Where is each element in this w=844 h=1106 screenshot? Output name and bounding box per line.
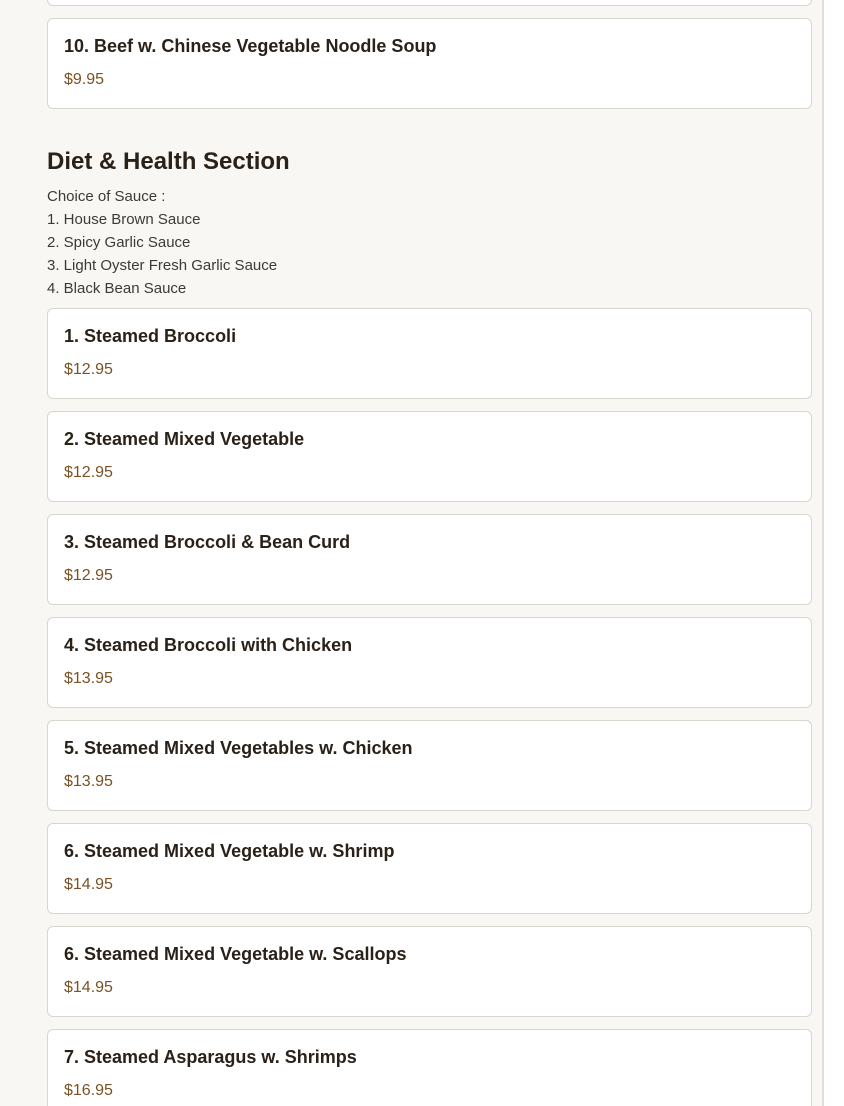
- right-gutter: [824, 0, 844, 1106]
- menu-item-name: 4. Steamed Broccoli with Chicken: [64, 635, 353, 655]
- menu-item-price: $12.95: [64, 567, 113, 584]
- section-description: [47, 185, 812, 300]
- menu-item-price: $13.95: [64, 670, 113, 687]
- section-description-line: 1. House Brown Sauce: [47, 211, 201, 228]
- menu-item-name: 5. Steamed Mixed Vegetables w. Chicken: [64, 738, 413, 758]
- menu-item-price: $12.95: [64, 361, 113, 378]
- menu-item-price: $14.95: [64, 876, 113, 893]
- menu-item-card[interactable]: [47, 411, 812, 502]
- section-description-line: 3. Light Oyster Fresh Garlic Sauce: [47, 257, 278, 274]
- menu-item-name: 6. Steamed Mixed Vegetable w. Scallops: [64, 944, 407, 964]
- menu-item-card[interactable]: [47, 1029, 812, 1106]
- menu-item-name: 10. Beef w. Chinese Vegetable Noodle Soup: [64, 36, 437, 56]
- section-title: Diet & Health Section: [47, 148, 290, 175]
- menu-item-card[interactable]: [47, 514, 812, 605]
- menu-item-price: $16.95: [64, 1082, 113, 1099]
- menu-item-name: 1. Steamed Broccoli: [64, 326, 237, 346]
- menu-item-card[interactable]: [47, 926, 812, 1017]
- menu-item-name: 3. Steamed Broccoli & Bean Curd: [64, 532, 351, 552]
- menu-item-price: $13.95: [64, 773, 113, 790]
- section-description-line: 2. Spicy Garlic Sauce: [47, 234, 191, 251]
- menu-item-price: $9.95: [64, 71, 105, 88]
- menu-item-card[interactable]: [47, 18, 812, 109]
- menu-item-card[interactable]: [47, 720, 812, 811]
- menu-item-card-partial[interactable]: [47, 0, 812, 6]
- diet-health-section-header: [47, 121, 812, 308]
- section-description-line: 4. Black Bean Sauce: [47, 280, 187, 297]
- menu-item-name: 6. Steamed Mixed Vegetable w. Shrimp: [64, 841, 395, 861]
- menu-item-card[interactable]: [47, 308, 812, 399]
- menu-item-name: 7. Steamed Asparagus w. Shrimps: [64, 1047, 357, 1067]
- menu-item-price: $12.95: [64, 464, 113, 481]
- menu-content: [47, 0, 812, 1106]
- section-description-line: Choice of Sauce :: [47, 188, 166, 205]
- menu-item-card[interactable]: [47, 617, 812, 708]
- menu-item-name: 2. Steamed Mixed Vegetable: [64, 429, 305, 449]
- menu-item-card[interactable]: [47, 823, 812, 914]
- menu-item-price: $14.95: [64, 979, 113, 996]
